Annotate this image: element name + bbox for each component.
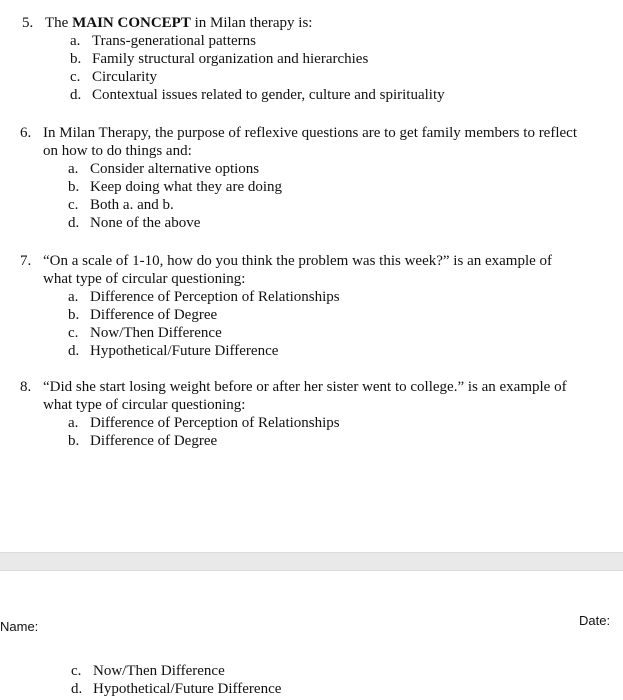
option-item: b. Family structural organization and hierarchies (70, 51, 369, 67)
page-break-divider (0, 552, 623, 571)
option-item: b. Difference of Degree (68, 433, 218, 449)
option-item: b. Keep doing what they are doing (68, 179, 283, 195)
question-6 (20, 124, 577, 232)
option-item: c. Now/Then Difference (71, 663, 225, 679)
question-7 (20, 252, 552, 360)
question-number: 6. (20, 125, 32, 141)
option-item: b. Difference of Degree (68, 307, 218, 323)
option-item: a. Consider alternative options (68, 161, 260, 177)
question-number: 7. (20, 253, 32, 269)
question-number: 8. (20, 379, 32, 395)
option-item: d. Contextual issues related to gender, culture and spirituality (70, 87, 445, 103)
continued-options-list (71, 662, 281, 698)
option-item: a. Difference of Perception of Relationships (68, 289, 340, 305)
name-label: Name: (0, 619, 39, 634)
option-item: a. Difference of Perception of Relationships (68, 415, 340, 431)
question-stem: The MAIN CONCEPT in Milan therapy is: (45, 15, 313, 31)
option-item: c. Circularity (70, 69, 157, 85)
main-concept-emphasis: MAIN CONCEPT (72, 15, 191, 31)
options-list (68, 288, 552, 360)
date-label: Date: (579, 613, 611, 628)
options-list (70, 32, 445, 104)
options-list (68, 160, 577, 232)
option-item: c. Now/Then Difference (68, 325, 222, 341)
option-item: d. Hypothetical/Future Difference (71, 681, 282, 697)
option-item: d. None of the above (68, 215, 201, 231)
option-item: c. Both a. and b. (68, 197, 174, 213)
question-5 (22, 14, 445, 104)
question-8 (20, 378, 567, 450)
options-list (68, 414, 567, 450)
question-number: 5. (22, 15, 34, 31)
option-item: a. Trans-generational patterns (70, 33, 256, 49)
question-stem: “Did she start losing weight before or after her sister went to college.” is an example of what type of circular questioning: (43, 379, 567, 413)
question-stem: In Milan Therapy, the purpose of reflexive questions are to get family members to reflect on how to do things and: (43, 125, 577, 159)
option-item: d. Hypothetical/Future Difference (68, 343, 279, 359)
question-stem: “On a scale of 1-10, how do you think the problem was this week?” is an example of what type of circular questioning: (43, 253, 553, 287)
